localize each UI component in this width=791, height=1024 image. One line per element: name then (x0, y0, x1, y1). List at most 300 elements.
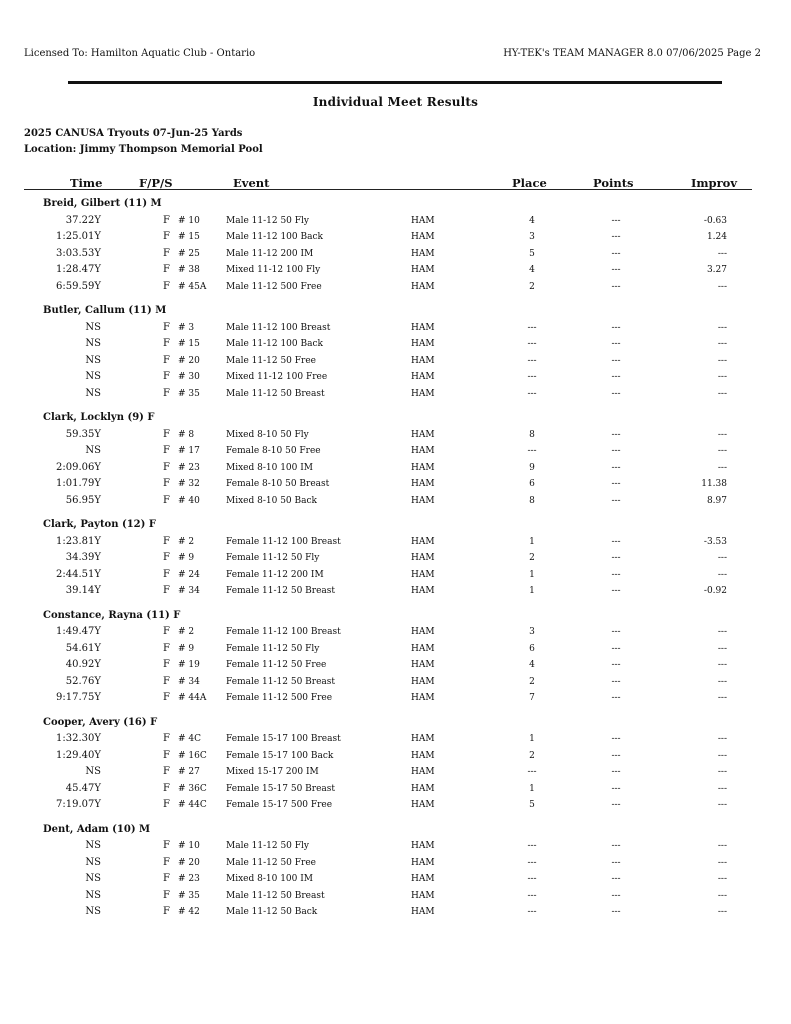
result-event: Female 15-17 100 Back (226, 750, 334, 761)
result-event-number: # 8 (178, 429, 195, 440)
result-time: 1:29.40Y (56, 749, 101, 761)
result-improvement: --- (717, 676, 727, 687)
result-row (0, 229, 791, 246)
result-place: --- (527, 446, 537, 456)
result-points: --- (611, 660, 621, 670)
result-event-number: # 16C (178, 750, 207, 761)
result-event-number: # 32 (178, 479, 200, 489)
result-row (0, 748, 791, 765)
result-time: 59.35Y (65, 428, 101, 440)
result-place: 8 (529, 429, 535, 440)
result-team: HAM (411, 890, 435, 901)
result-place: 1 (529, 783, 535, 794)
result-team: HAM (411, 676, 435, 687)
result-team: HAM (411, 569, 435, 580)
meet-name: 2025 CANUSA Tryouts 07-Jun-25 Yards (24, 128, 243, 139)
result-place: --- (527, 907, 537, 917)
result-fps: F (163, 782, 170, 794)
result-event: Male 11-12 50 Fly (226, 215, 309, 226)
result-time: 37.22Y (65, 214, 101, 226)
result-row (0, 369, 791, 386)
col-time: Time (70, 176, 103, 190)
result-row (0, 336, 791, 353)
result-time: 34.39Y (65, 552, 101, 563)
result-improvement: --- (717, 874, 727, 884)
result-team: HAM (411, 627, 435, 637)
result-event-number: # 23 (178, 462, 200, 473)
result-event-number: # 44C (178, 800, 207, 810)
result-event: Male 11-12 50 Fly (226, 841, 309, 851)
result-fps: F (163, 906, 170, 917)
result-team: HAM (411, 281, 435, 292)
result-event: Male 11-12 50 Breast (226, 388, 325, 399)
result-event: Male 11-12 50 Free (226, 857, 316, 868)
result-row (0, 583, 791, 600)
result-row (0, 550, 791, 567)
result-time: NS (85, 321, 101, 333)
result-improvement: 3.27 (706, 265, 727, 275)
result-team: HAM (411, 800, 435, 810)
result-team: HAM (411, 907, 435, 917)
result-improvement: -0.63 (703, 215, 727, 226)
swimmer-name: Clark, Locklyn (9) F (43, 412, 155, 423)
result-improvement: --- (717, 339, 727, 349)
result-event: Female 11-12 50 Breast (226, 676, 336, 687)
result-row (0, 213, 791, 230)
result-event: Female 11-12 50 Free (226, 660, 327, 670)
software-page-info: HY-TEK's TEAM MANAGER 8.0 07/06/2025 Page 2 (503, 48, 761, 59)
result-team: HAM (411, 874, 435, 884)
result-team: HAM (411, 734, 435, 744)
result-points: --- (611, 841, 621, 851)
result-team: HAM (411, 265, 435, 275)
result-row (0, 460, 791, 477)
result-place: 4 (529, 660, 535, 670)
result-fps: F (163, 626, 170, 637)
result-row (0, 567, 791, 584)
result-event-number: # 23 (178, 874, 200, 884)
result-fps: F (163, 387, 170, 399)
result-event-number: # 30 (178, 372, 200, 382)
result-time: 52.76Y (65, 675, 101, 687)
col-event: Event (233, 176, 270, 190)
result-improvement: --- (717, 783, 727, 794)
result-place: 1 (529, 569, 535, 580)
result-fps: F (163, 692, 170, 703)
result-row (0, 624, 791, 641)
swimmer-block (0, 410, 791, 509)
result-team: HAM (411, 429, 435, 440)
result-fps: F (163, 799, 170, 810)
result-place: 6 (529, 643, 535, 654)
result-points: --- (611, 495, 621, 506)
result-fps: F (163, 675, 170, 687)
result-row (0, 690, 791, 707)
swimmer-block (0, 196, 791, 295)
result-place: 2 (529, 281, 535, 292)
result-row (0, 871, 791, 888)
result-fps: F (163, 445, 170, 456)
swimmer-name: Cooper, Avery (16) F (43, 716, 158, 728)
result-points: --- (611, 857, 621, 868)
result-row (0, 855, 791, 872)
result-team: HAM (411, 446, 435, 456)
result-fps: F (163, 659, 170, 670)
swimmer-name: Constance, Rayna (11) F (43, 609, 181, 621)
result-time: 9:17.75Y (56, 692, 101, 703)
result-points: --- (611, 536, 621, 547)
result-improvement: 11.38 (701, 479, 727, 489)
result-points: --- (611, 355, 621, 366)
result-improvement: --- (717, 248, 727, 259)
header-rule (68, 81, 722, 84)
result-place: 4 (529, 215, 535, 226)
result-event-number: # 4C (178, 734, 202, 744)
result-improvement: 8.97 (706, 495, 727, 506)
result-points: --- (611, 248, 621, 259)
result-fps: F (163, 749, 170, 761)
result-team: HAM (411, 586, 435, 596)
result-fps: F (163, 873, 170, 884)
result-team: HAM (411, 322, 435, 333)
result-points: --- (611, 643, 621, 654)
result-points: --- (611, 569, 621, 580)
result-fps: F (163, 231, 170, 242)
result-event: Female 11-12 100 Breast (226, 536, 341, 547)
swimmer-block (0, 517, 791, 600)
result-improvement: --- (717, 750, 727, 761)
result-event: Female 8-10 50 Breast (226, 479, 330, 489)
swimmer-name: Butler, Callum (11) M (43, 305, 167, 316)
license-text: Licensed To: Hamilton Aquatic Club - Ontario (24, 48, 256, 59)
result-improvement: --- (717, 800, 727, 810)
col-place: Place (512, 176, 547, 190)
column-header-rule (24, 189, 752, 190)
result-place: --- (527, 767, 537, 777)
result-points: --- (611, 586, 621, 596)
result-points: --- (611, 215, 621, 226)
result-points: --- (611, 265, 621, 275)
result-event-number: # 9 (178, 643, 195, 654)
result-fps: F (163, 840, 170, 851)
result-row (0, 476, 791, 493)
result-row (0, 386, 791, 403)
result-fps: F (163, 568, 170, 580)
result-time: NS (85, 354, 101, 366)
swimmer-block (0, 608, 791, 707)
result-improvement: --- (717, 446, 727, 456)
result-event: Mixed 11-12 100 Fly (226, 265, 321, 275)
result-fps: F (163, 338, 170, 349)
result-time: NS (85, 840, 101, 851)
result-fps: F (163, 428, 170, 440)
result-place: --- (527, 874, 537, 884)
result-time: 3:03.53Y (56, 247, 101, 259)
result-place: --- (527, 388, 537, 399)
result-points: --- (611, 874, 621, 884)
result-event-number: # 44A (178, 693, 207, 703)
result-time: NS (85, 873, 101, 884)
result-points: --- (611, 446, 621, 456)
result-team: HAM (411, 783, 435, 794)
result-improvement: --- (717, 907, 727, 917)
result-event: Female 11-12 500 Free (226, 693, 333, 703)
result-place: --- (527, 890, 537, 901)
result-improvement: --- (717, 322, 727, 333)
result-place: 2 (529, 676, 535, 687)
result-row (0, 764, 791, 781)
meet-location: Location: Jimmy Thompson Memorial Pool (24, 144, 263, 155)
result-row (0, 904, 791, 921)
result-row (0, 731, 791, 748)
result-place: 3 (529, 627, 535, 637)
result-team: HAM (411, 232, 435, 242)
swimmer-name: Breid, Gilbert (11) M (43, 198, 162, 209)
result-row (0, 493, 791, 510)
result-fps: F (163, 371, 170, 382)
result-fps: F (163, 494, 170, 506)
result-event-number: # 15 (178, 339, 200, 349)
result-event-number: # 2 (178, 536, 195, 547)
result-team: HAM (411, 339, 435, 349)
result-points: --- (611, 339, 621, 349)
result-team: HAM (411, 841, 435, 851)
result-event: Male 11-12 50 Breast (226, 890, 325, 901)
result-row (0, 262, 791, 279)
result-time: 7:19.07Y (56, 799, 101, 810)
result-team: HAM (411, 767, 435, 777)
result-points: --- (611, 627, 621, 637)
result-improvement: --- (717, 627, 727, 637)
result-improvement: --- (717, 281, 727, 292)
result-points: --- (611, 676, 621, 687)
col-fps: F/P/S (139, 176, 173, 190)
result-team: HAM (411, 660, 435, 670)
result-improvement: --- (717, 429, 727, 440)
result-time: NS (85, 387, 101, 399)
result-time: 2:44.51Y (56, 568, 101, 580)
result-time: NS (85, 445, 101, 456)
result-team: HAM (411, 750, 435, 761)
result-improvement: -0.92 (703, 586, 727, 596)
result-improvement: --- (717, 767, 727, 777)
result-event-number: # 10 (178, 215, 200, 226)
result-team: HAM (411, 643, 435, 654)
result-fps: F (163, 535, 170, 547)
result-time: NS (85, 766, 101, 777)
swimmer-name: Clark, Payton (12) F (43, 519, 156, 530)
result-event: Mixed 15-17 200 IM (226, 767, 319, 777)
col-points: Points (593, 176, 634, 190)
result-event: Female 15-17 50 Breast (226, 783, 336, 794)
result-time: 6:59.59Y (56, 280, 101, 292)
result-points: --- (611, 479, 621, 489)
result-event-number: # 35 (178, 890, 200, 901)
result-fps: F (163, 247, 170, 259)
result-time: 54.61Y (65, 642, 101, 654)
result-place: 3 (529, 232, 535, 242)
result-place: --- (527, 857, 537, 868)
result-team: HAM (411, 215, 435, 226)
result-event-number: # 42 (178, 907, 200, 917)
result-event: Mixed 8-10 50 Back (226, 495, 317, 506)
result-event: Female 11-12 200 IM (226, 569, 324, 580)
result-row (0, 797, 791, 814)
result-fps: F (163, 585, 170, 596)
result-event: Female 15-17 100 Breast (226, 734, 341, 744)
result-event-number: # 25 (178, 248, 200, 259)
result-team: HAM (411, 462, 435, 473)
result-improvement: --- (717, 857, 727, 868)
result-event-number: # 36C (178, 783, 207, 794)
result-improvement: --- (717, 462, 727, 473)
result-row (0, 781, 791, 798)
result-row (0, 641, 791, 658)
result-points: --- (611, 232, 621, 242)
result-improvement: --- (717, 643, 727, 654)
result-improvement: --- (717, 553, 727, 563)
result-improvement: -3.53 (703, 536, 727, 547)
result-improvement: --- (717, 372, 727, 382)
result-event-number: # 2 (178, 627, 195, 637)
result-event-number: # 24 (178, 569, 200, 580)
result-team: HAM (411, 388, 435, 399)
result-place: 5 (529, 248, 535, 259)
result-team: HAM (411, 693, 435, 703)
result-event: Male 11-12 50 Back (226, 907, 318, 917)
result-points: --- (611, 553, 621, 563)
swimmer-block (0, 822, 791, 921)
result-time: 1:23.81Y (56, 535, 101, 547)
result-event-number: # 40 (178, 495, 200, 506)
result-fps: F (163, 889, 170, 901)
result-event-number: # 20 (178, 857, 200, 868)
result-place: 6 (529, 479, 535, 489)
result-time: 56.95Y (65, 494, 101, 506)
result-time: NS (85, 371, 101, 382)
result-points: --- (611, 800, 621, 810)
result-place: 2 (529, 553, 535, 563)
result-time: NS (85, 906, 101, 917)
result-row (0, 246, 791, 263)
result-place: --- (527, 841, 537, 851)
result-place: 4 (529, 265, 535, 275)
result-team: HAM (411, 495, 435, 506)
result-time: 2:09.06Y (56, 461, 101, 473)
swimmer-block (0, 715, 791, 814)
result-row (0, 443, 791, 460)
result-fps: F (163, 354, 170, 366)
col-improv: Improv (691, 176, 737, 190)
result-event-number: # 19 (178, 660, 200, 670)
result-place: 8 (529, 495, 535, 506)
result-time: NS (85, 338, 101, 349)
result-time: NS (85, 889, 101, 901)
result-points: --- (611, 767, 621, 777)
result-event-number: # 45A (178, 281, 207, 292)
swimmer-block (0, 303, 791, 402)
result-fps: F (163, 461, 170, 473)
result-time: 1:25.01Y (56, 231, 101, 242)
result-place: 1 (529, 536, 535, 547)
result-points: --- (611, 281, 621, 292)
result-time: NS (85, 856, 101, 868)
result-event-number: # 38 (178, 265, 200, 275)
result-fps: F (163, 478, 170, 489)
result-event: Male 11-12 500 Free (226, 281, 322, 292)
result-team: HAM (411, 355, 435, 366)
result-place: --- (527, 339, 537, 349)
result-event: Male 11-12 50 Free (226, 355, 316, 366)
result-team: HAM (411, 553, 435, 563)
result-fps: F (163, 552, 170, 563)
result-row (0, 657, 791, 674)
result-points: --- (611, 372, 621, 382)
result-fps: F (163, 280, 170, 292)
result-improvement: --- (717, 693, 727, 703)
result-row (0, 674, 791, 691)
result-event: Female 11-12 100 Breast (226, 627, 341, 637)
result-fps: F (163, 733, 170, 744)
result-event: Female 15-17 500 Free (226, 800, 333, 810)
swimmer-name: Dent, Adam (10) M (43, 823, 151, 835)
result-improvement: --- (717, 388, 727, 399)
result-fps: F (163, 321, 170, 333)
result-team: HAM (411, 536, 435, 547)
result-place: 1 (529, 586, 535, 596)
result-event-number: # 17 (178, 446, 200, 456)
result-improvement: --- (717, 355, 727, 366)
result-time: 1:01.79Y (56, 478, 101, 489)
result-points: --- (611, 734, 621, 744)
result-points: --- (611, 388, 621, 399)
result-place: 1 (529, 734, 535, 744)
result-event-number: # 10 (178, 841, 200, 851)
result-event-number: # 20 (178, 355, 200, 366)
result-event: Male 11-12 200 IM (226, 248, 314, 259)
result-event: Male 11-12 100 Back (226, 232, 323, 242)
result-points: --- (611, 890, 621, 901)
result-row (0, 534, 791, 551)
result-place: 9 (529, 462, 535, 473)
result-time: 1:32.30Y (56, 733, 101, 744)
result-improvement: 1.24 (706, 232, 727, 242)
result-points: --- (611, 429, 621, 440)
report-title: Individual Meet Results (312, 95, 479, 109)
result-place: --- (527, 372, 537, 382)
result-points: --- (611, 750, 621, 761)
result-event: Mixed 8-10 100 IM (226, 874, 314, 884)
result-improvement: --- (717, 660, 727, 670)
result-event: Female 11-12 50 Breast (226, 586, 336, 596)
result-time: 45.47Y (65, 782, 101, 794)
result-points: --- (611, 462, 621, 473)
result-place: 2 (529, 750, 535, 761)
result-row (0, 320, 791, 337)
result-fps: F (163, 856, 170, 868)
result-row (0, 427, 791, 444)
result-event: Female 11-12 50 Fly (226, 643, 320, 654)
result-event-number: # 34 (178, 676, 200, 687)
result-improvement: --- (717, 569, 727, 580)
result-row (0, 353, 791, 370)
result-place: --- (527, 355, 537, 366)
result-event-number: # 9 (178, 553, 195, 563)
result-fps: F (163, 642, 170, 654)
result-team: HAM (411, 372, 435, 382)
result-event: Male 11-12 100 Back (226, 339, 323, 349)
result-time: 1:28.47Y (56, 264, 101, 275)
